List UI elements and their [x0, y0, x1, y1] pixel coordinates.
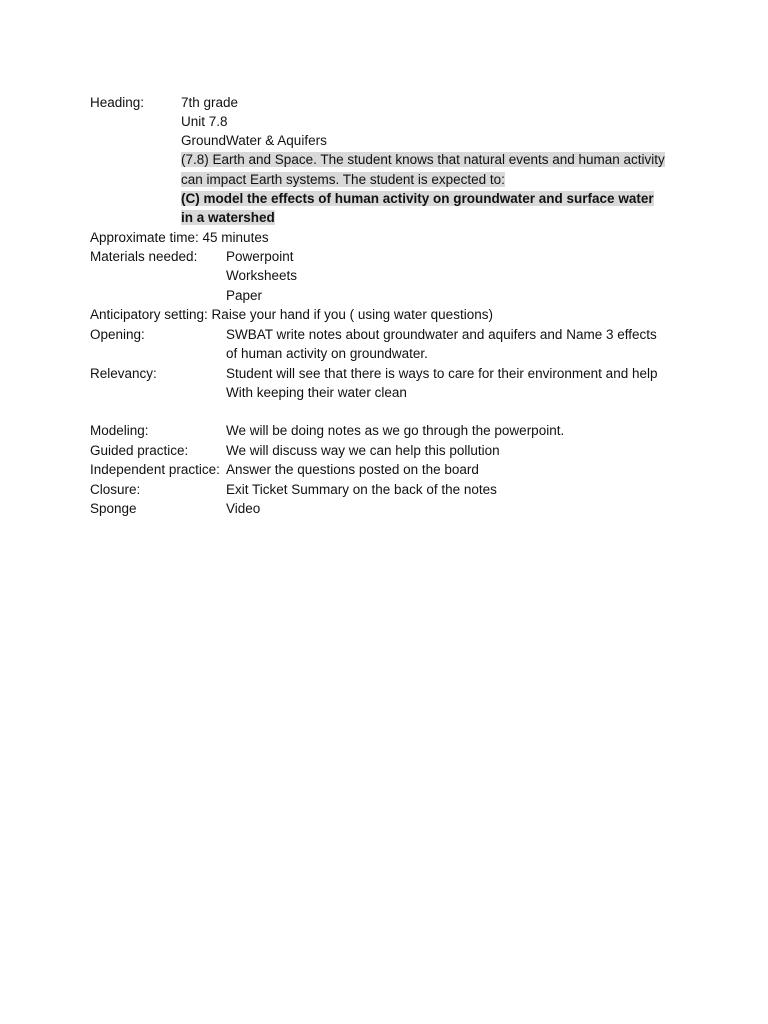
closure-text: Exit Ticket Summary on the back of the notes [226, 482, 497, 497]
modeling-label: Modeling: [90, 423, 149, 438]
heading-label: Heading: [90, 95, 145, 110]
closure-label: Closure: [90, 482, 141, 497]
relevancy-label: Relevancy: [90, 366, 157, 381]
expectation-line-2 [181, 208, 275, 227]
guided-practice-text: We will discuss way we can help this pollution [226, 443, 500, 458]
guided-practice-label: Guided practice: [90, 443, 189, 458]
independent-practice-label: Independent practice: [90, 462, 220, 477]
teks-line-1-text: (7.8) Earth and Space. The student knows that natural events and human activity [181, 152, 665, 167]
approximate-time: Approximate time: 45 minutes [90, 230, 269, 245]
material-item: Paper [226, 288, 263, 303]
opening-line-2: of human activity on groundwater. [226, 346, 428, 361]
independent-practice-text: Answer the questions posted on the board [226, 462, 479, 477]
material-item: Powerpoint [226, 249, 294, 264]
material-item: Worksheets [226, 268, 298, 283]
teks-line-2 [181, 170, 505, 189]
materials-label: Materials needed: [90, 249, 198, 264]
grade-text: 7th grade [181, 95, 239, 110]
sponge-label: Sponge [90, 501, 137, 516]
modeling-text: We will be doing notes as we go through the powerpoint. [226, 423, 565, 438]
teks-line-2-text: can impact Earth systems. The student is expected to: [181, 172, 505, 187]
opening-line-1: SWBAT write notes about groundwater and aquifers and Name 3 effects [226, 327, 657, 342]
relevancy-line-1: Student will see that there is ways to care for their environment and help [226, 366, 658, 381]
anticipatory-setting: Anticipatory setting: Raise your hand if you ( using water questions) [90, 307, 493, 322]
topic-text: GroundWater & Aquifers [181, 133, 327, 148]
teks-line-1 [181, 150, 665, 169]
expectation-line-1 [181, 189, 654, 208]
expectation-line-2-text: in a watershed [181, 210, 275, 225]
unit-text: Unit 7.8 [181, 114, 228, 129]
relevancy-line-2: With keeping their water clean [226, 385, 407, 400]
sponge-text: Video [226, 501, 261, 516]
expectation-line-1-text: (C) model the effects of human activity on groundwater and surface water [181, 191, 654, 206]
opening-label: Opening: [90, 327, 145, 342]
